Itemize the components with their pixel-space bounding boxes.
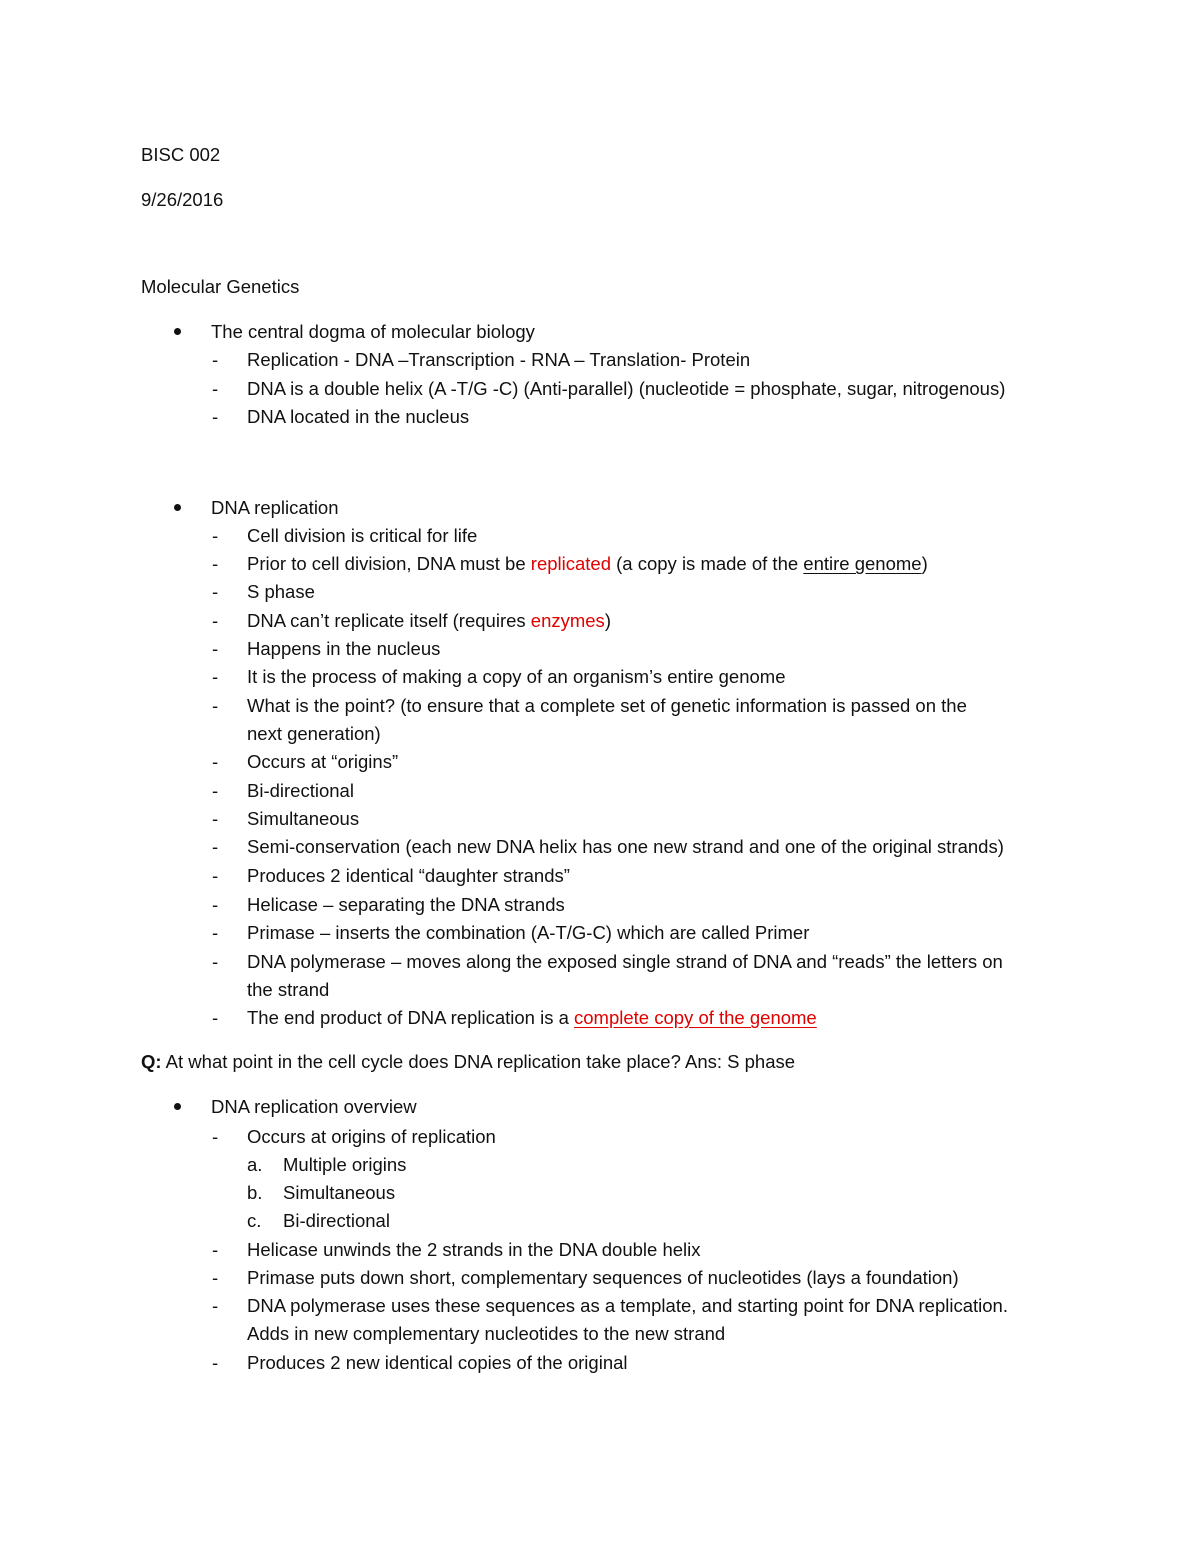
list-item: Replication - DNA –Transcription - RNA – Translation- Protein	[247, 349, 751, 370]
list-item: Produces 2 new identical copies of the original	[247, 1352, 628, 1373]
list-item: Primase – inserts the combination (A-T/G-C) which are called Primer	[247, 922, 810, 943]
course-code: BISC 002	[141, 144, 221, 165]
list-item: Bi-directional	[247, 780, 354, 801]
question-text: At what point in the cell cycle does DNA replication take place? Ans: S phase	[161, 1051, 796, 1072]
dash-marker: -	[212, 349, 219, 370]
sub-marker: c.	[247, 1210, 262, 1231]
dash-marker: -	[212, 1295, 219, 1316]
dash-marker: -	[212, 1239, 219, 1260]
dash-marker: -	[212, 666, 219, 687]
dash-marker: -	[212, 894, 219, 915]
dash-marker: -	[212, 808, 219, 829]
dash-marker: -	[212, 1352, 219, 1373]
dash-marker: -	[212, 695, 219, 716]
dash-marker: -	[212, 922, 219, 943]
list-item: Occurs at origins of replication	[247, 1126, 496, 1147]
sub-item: Bi-directional	[283, 1210, 390, 1231]
section-title: Molecular Genetics	[141, 276, 300, 297]
dash-marker: -	[212, 610, 219, 631]
sub-marker: b.	[247, 1182, 263, 1203]
highlight-complete-copy: complete copy of the genome	[574, 1007, 817, 1028]
list-item	[247, 609, 611, 633]
text-span: DNA can’t replicate itself (requires	[247, 610, 531, 631]
dash-marker: -	[212, 553, 219, 574]
list-item: DNA located in the nucleus	[247, 406, 470, 427]
bullet-icon	[174, 504, 181, 511]
sub-item: Simultaneous	[283, 1182, 396, 1203]
list-item: Semi-conservation (each new DNA helix has one new strand and one of the original strands)	[247, 836, 1004, 857]
dash-marker: -	[212, 751, 219, 772]
bullet-central-dogma: The central dogma of molecular biology	[211, 321, 535, 342]
text-span: )	[921, 553, 928, 574]
dash-marker: -	[212, 951, 219, 972]
bullet-dna-replication: DNA replication	[211, 497, 339, 518]
list-item: It is the process of making a copy of an organism’s entire genome	[247, 666, 786, 687]
question-line	[141, 1050, 795, 1074]
list-item: Occurs at “origins”	[247, 751, 399, 772]
list-item: DNA polymerase uses these sequences as a template, and starting point for DNA replication.	[247, 1295, 1008, 1316]
question-label: Q:	[141, 1051, 162, 1072]
dash-marker: -	[212, 780, 219, 801]
highlight-replicated: replicated	[530, 553, 611, 574]
bullet-icon	[174, 328, 181, 335]
dash-marker: -	[212, 1007, 219, 1028]
list-item-continuation: the strand	[247, 979, 330, 1000]
list-item: What is the point? (to ensure that a complete set of genetic information is passed on the	[247, 695, 967, 716]
list-item: Produces 2 identical “daughter strands”	[247, 865, 570, 886]
dash-marker: -	[212, 525, 219, 546]
dash-marker: -	[212, 638, 219, 659]
list-item: Cell division is critical for life	[247, 525, 478, 546]
underline-entire-genome: entire genome	[803, 553, 922, 574]
list-item	[247, 552, 928, 576]
sub-item: Multiple origins	[283, 1154, 407, 1175]
list-item	[247, 1006, 817, 1030]
sub-marker: a.	[247, 1154, 263, 1175]
text-span: (a copy is made of the	[611, 553, 804, 574]
dash-marker: -	[212, 1267, 219, 1288]
list-item: DNA is a double helix (A -T/G -C) (Anti-parallel) (nucleotide = phosphate, sugar, nitrogenous)	[247, 378, 1006, 399]
list-item: DNA polymerase – moves along the exposed single strand of DNA and “reads” the letters on	[247, 951, 1003, 972]
dash-marker: -	[212, 406, 219, 427]
text-span: Prior to cell division, DNA must be	[247, 553, 531, 574]
lecture-date: 9/26/2016	[141, 189, 224, 210]
text-span: The end product of DNA replication is a	[247, 1007, 575, 1028]
dash-marker: -	[212, 1126, 219, 1147]
list-item: Happens in the nucleus	[247, 638, 441, 659]
highlight-enzymes: enzymes	[530, 610, 605, 631]
bullet-replication-overview: DNA replication overview	[211, 1096, 417, 1117]
dash-marker: -	[212, 581, 219, 602]
dash-marker: -	[212, 836, 219, 857]
list-item-continuation: next generation)	[247, 723, 381, 744]
list-item: Simultaneous	[247, 808, 360, 829]
list-item: Primase puts down short, complementary sequences of nucleotides (lays a foundation)	[247, 1267, 959, 1288]
list-item-continuation: Adds in new complementary nucleotides to the new strand	[247, 1323, 726, 1344]
list-item: S phase	[247, 581, 315, 602]
text-span: )	[604, 610, 611, 631]
list-item: Helicase – separating the DNA strands	[247, 894, 565, 915]
bullet-icon	[174, 1103, 181, 1110]
dash-marker: -	[212, 865, 219, 886]
list-item: Helicase unwinds the 2 strands in the DNA double helix	[247, 1239, 701, 1260]
dash-marker: -	[212, 378, 219, 399]
